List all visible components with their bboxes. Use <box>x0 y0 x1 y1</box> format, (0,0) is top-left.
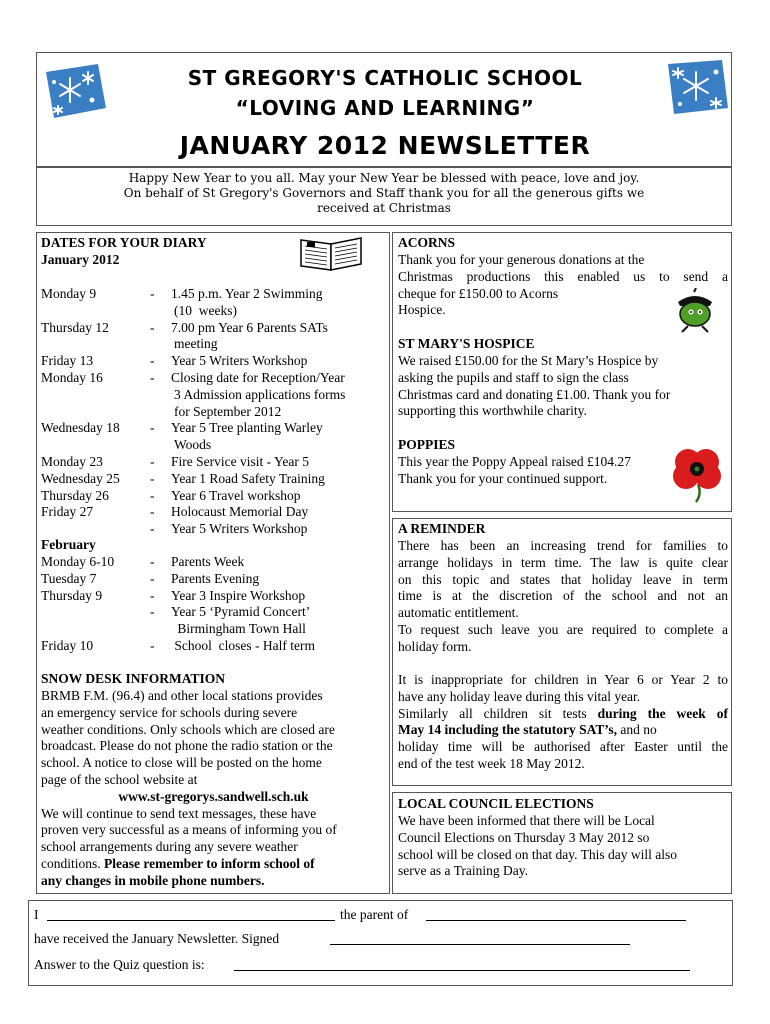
elections-text <box>398 813 728 880</box>
diary-entry-day: Thursday 9 <box>41 587 103 603</box>
diary-entry-dash: - <box>150 420 155 436</box>
diary-entry-text: 1.45 p.m. Year 2 Swimming <box>171 286 323 301</box>
snow-heading: SNOW DESK INFORMATION <box>41 671 226 686</box>
snow-line: an emergency service for schools during severe <box>41 704 298 720</box>
diary-entry-dash: - <box>150 487 155 503</box>
snow-text <box>41 688 386 890</box>
reminder-line-bold: May 14 including the statutory SAT’s, <box>398 722 618 738</box>
greeting-line: On behalf of St Gregory's Governors and Staff thank you for all the generous gifts we <box>123 186 645 200</box>
acorns-line: Thank you for your generous donations at the <box>398 252 645 267</box>
diary-entry-dash: - <box>150 470 155 486</box>
diary-entry-text: Woods <box>174 437 212 453</box>
diary-entry-dash: - <box>150 504 155 520</box>
reminder-line: To request such leave you are required to complete a <box>398 621 728 637</box>
diary-entry-day: Thursday 26 <box>41 487 109 503</box>
diary-entry-day: Monday 16 <box>41 370 103 385</box>
diary-entry-text: Year 5 Writers Workshop <box>171 521 308 537</box>
diary-entry-text: for September 2012 <box>174 403 282 419</box>
quiz-answer-field-line[interactable] <box>234 970 690 971</box>
poppy-icon <box>668 444 726 504</box>
reminder-line: There has been an increasing trend for families to <box>398 538 728 553</box>
school-website[interactable]: www.st-gregorys.sandwell.sch.uk <box>118 788 309 804</box>
poppies-line: Thank you for your continued support. <box>398 470 608 486</box>
snow-line: school. A notice to close will be posted on the home <box>41 755 322 771</box>
school-motto: “LOVING AND LEARNING” <box>235 96 535 120</box>
reminder-line: on this topic and states that holiday leave in term <box>398 571 728 587</box>
snow-line: school arrangements during any severe weather <box>41 839 298 855</box>
diary-entry-day: Friday 10 <box>41 638 94 653</box>
reminder-line: It is inappropriate for children in Year 6 or Year 2 to <box>398 672 728 687</box>
diary-entry-text: Birmingham Town Hall <box>174 621 306 637</box>
snowflake-icon <box>660 56 732 118</box>
snow-line: proven very successful as a means of informing you of <box>41 822 337 838</box>
snow-line-bold: any changes in mobile phone numbers. <box>41 872 265 888</box>
poppies-heading: POPPIES <box>398 437 456 452</box>
reminder-line: holiday form. <box>398 638 472 654</box>
reminder-text-2 <box>398 672 728 773</box>
reminder-line-bold: during the week of <box>597 705 729 721</box>
diary-entry-text: Holocaust Memorial Day <box>171 504 309 520</box>
diary-entry-dash: - <box>150 286 155 301</box>
reminder-text <box>398 538 728 656</box>
diary-entry-dash: - <box>150 454 155 469</box>
greeting-line: Happy New Year to you all. May your New Year be blessed with peace, love and joy. <box>128 171 640 185</box>
reminder-line <box>398 722 728 739</box>
diary-entry-text: Parents Week <box>171 554 245 569</box>
elections-line: Council Elections on Thursday 3 May 2012 so <box>398 829 650 845</box>
reminder-line: have any holiday leave during this vital year. <box>398 688 641 704</box>
reminder-line: automatic entitlement. <box>398 605 519 621</box>
diary-entry-text: Year 5 Writers Workshop <box>171 353 308 369</box>
acorns-line: Hospice. <box>398 302 446 318</box>
diary-entry-text: meeting <box>174 336 218 352</box>
reminder-line: holiday time will be authorised after Easter until the <box>398 739 728 755</box>
diary-entry-text: Year 6 Travel workshop <box>171 487 301 503</box>
snow-line <box>41 856 386 873</box>
signature-field-line[interactable] <box>330 944 630 945</box>
diary-entry-dash: - <box>150 638 155 653</box>
diary-entry-day: Friday 27 <box>41 504 94 520</box>
hospice-heading: ST MARY'S HOSPICE <box>398 336 535 351</box>
snow-line: BRMB F.M. (96.4) and other local stations provides <box>41 688 323 703</box>
snow-line: weather conditions. Only schools which are closed are <box>41 721 335 737</box>
elections-line: serve as a Training Day. <box>398 863 528 879</box>
diary-entry-day: Tuesday 7 <box>41 570 97 586</box>
poppies-text <box>398 454 678 488</box>
hospice-line: asking the pupils and staff to sign the class <box>398 369 629 385</box>
slip-i-label: I <box>34 907 39 922</box>
poppies-line: This year the Poppy Appeal raised £104.27 <box>398 454 631 469</box>
diary-entry-dash: - <box>150 604 155 620</box>
child-name-field-line[interactable] <box>426 920 686 921</box>
acorns-heading: ACORNS <box>398 235 456 250</box>
diary-entry-day: Monday 6-10 <box>41 554 115 569</box>
newsletter-title: JANUARY 2012 NEWSLETTER <box>179 131 591 160</box>
diary-month-january: January 2012 <box>41 252 120 267</box>
hospice-line: Christmas card and donating £1.00. Thank you for <box>398 386 671 402</box>
elections-line: We have been informed that there will be Local <box>398 813 655 828</box>
diary-entry-day: Wednesday 18 <box>41 420 120 436</box>
hospice-line: supporting this worthwhile charity. <box>398 403 587 419</box>
reminder-line: arrange holidays in term time. The law is quite clear <box>398 554 728 570</box>
greeting-line: received at Christmas <box>317 201 451 215</box>
reminder-line <box>398 706 728 723</box>
diary-entry-day: Wednesday 25 <box>41 470 120 486</box>
reminder-heading: A REMINDER <box>398 521 486 536</box>
diary-entry-text: 3 Admission applications forms <box>174 386 346 402</box>
snow-line: broadcast. Please do not phone the radio station or the <box>41 738 333 754</box>
reminder-line-plain: Similarly all children sit tests <box>398 705 598 721</box>
diary-entry-text: Year 3 Inspire Workshop <box>171 587 306 603</box>
snow-line: page of the school website at <box>41 771 198 787</box>
reminder-line: time is at the discretion of the school and not an <box>398 588 728 604</box>
diary-month-february: February <box>41 537 96 552</box>
diary-icon <box>297 234 365 272</box>
elections-line: school will be closed on that day. This day will also <box>398 846 677 862</box>
reminder-line-plain: and no <box>617 722 657 738</box>
diary-entry-text: Year 1 Road Safety Training <box>171 470 325 486</box>
diary-entry-day: Monday 9 <box>41 286 97 301</box>
diary-entry-text: School closes - Half term <box>171 638 315 653</box>
hospice-text <box>398 353 728 420</box>
hospice-line: We raised £150.00 for the St Mary’s Hospice by <box>398 353 659 368</box>
acorns-line: cheque for £150.00 to Acorns <box>398 285 559 301</box>
diary-heading: DATES FOR YOUR DIARY <box>41 235 207 250</box>
greeting-text <box>36 171 732 216</box>
diary-entry-text: Closing date for Reception/Year <box>171 370 345 385</box>
acorns-line: Christmas productions this enabled us to send a <box>398 268 728 284</box>
diary-entry-text: 7.00 pm Year 6 Parents SATs <box>171 319 328 335</box>
diary-entry-dash: - <box>150 570 155 586</box>
diary-entry-text: Fire Service visit - Year 5 <box>171 454 309 469</box>
slip-quiz-label: Answer to the Quiz question is: <box>34 957 205 972</box>
slip-parent-label: the parent of <box>340 907 409 922</box>
diary-entry-day: Thursday 12 <box>41 319 109 335</box>
school-name: ST GREGORY'S CATHOLIC SCHOOL <box>187 66 583 90</box>
name-field-line[interactable] <box>47 920 335 921</box>
diary-entry-dash: - <box>150 319 155 335</box>
diary-entry-day: Monday 23 <box>41 454 103 469</box>
diary-entry-dash: - <box>150 521 155 537</box>
diary-entry-text: Parents Evening <box>171 570 260 586</box>
snow-line: We will continue to send text messages, these have <box>41 805 317 821</box>
elections-heading: LOCAL COUNCIL ELECTIONS <box>398 796 594 811</box>
diary-entry-text: (10 weeks) <box>174 302 237 318</box>
snowflake-icon <box>40 60 110 122</box>
diary-entry-dash: - <box>150 370 155 385</box>
diary-entry-day: Friday 13 <box>41 353 94 369</box>
acorn-icon <box>670 288 720 334</box>
diary-entry-dash: - <box>150 353 155 369</box>
diary-entry-text: Year 5 Tree planting Warley <box>171 420 323 436</box>
snow-line-bold: Please remember to inform school of <box>104 855 315 871</box>
diary-entry-dash: - <box>150 587 155 603</box>
diary-entry-text: Year 5 ‘Pyramid Concert’ <box>171 604 311 620</box>
diary-entry-dash: - <box>150 554 155 569</box>
reminder-line: end of the test week 18 May 2012. <box>398 755 585 771</box>
snow-line-plain: conditions. <box>41 855 104 871</box>
slip-received-label: have received the January Newsletter. Signed <box>34 931 280 946</box>
